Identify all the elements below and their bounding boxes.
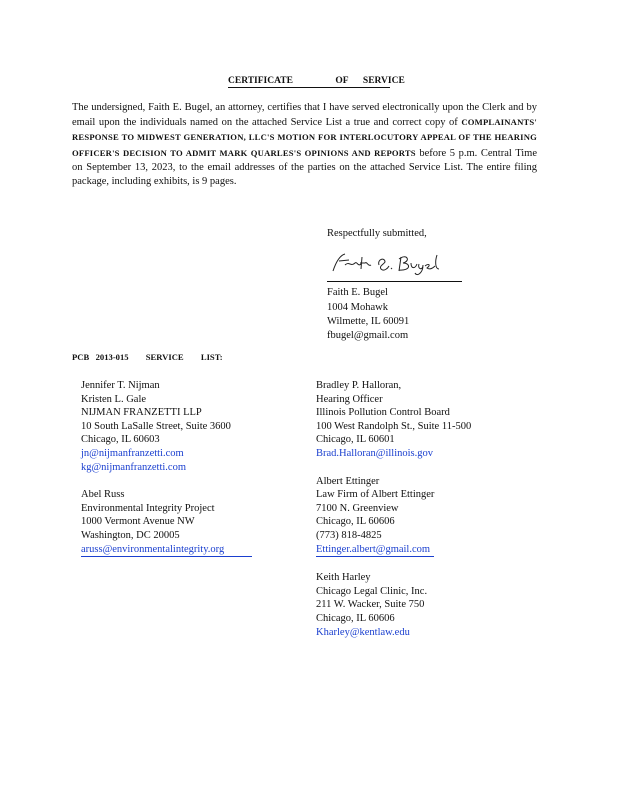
service-list-heading: PCB 2013-015 SERVICE LIST: <box>72 352 223 362</box>
service-entry-ettinger <box>316 475 546 558</box>
entry-line: Chicago Legal Clinic, Inc. <box>316 585 428 597</box>
service-entry-russ <box>81 488 296 557</box>
certification-intro: The undersigned, Faith E. Bugel, an attorney, certifies that I have served electronically upon the Clerk and by email upon the individuals named on the attached Service List a true and correct copy of <box>72 102 537 129</box>
certification-outro: before 5 p.m. Central Time on September 13, 2023, to the email addresses of the parties on the attached Service List. The entire filing package, including exhibits, is 9 pages. <box>72 147 537 188</box>
entry-line: Chicago, IL 60603 <box>81 434 160 446</box>
signature-line <box>327 245 462 282</box>
signer-name: Faith E. Bugel <box>327 287 388 299</box>
email-link[interactable]: aruss@environmentalintegrity.org <box>81 543 252 558</box>
service-entry-halloran <box>316 379 546 461</box>
service-entry-nijman <box>81 379 296 474</box>
entry-line: Environmental Integrity Project <box>81 502 215 514</box>
email-link[interactable]: kg@nijmanfranzetti.com <box>81 461 187 473</box>
entry-line: Washington, DC 20005 <box>81 529 180 541</box>
service-list-left-column <box>81 379 296 571</box>
entry-line: Chicago, IL 60606 <box>316 612 395 624</box>
title-word-service: SERVICE <box>362 76 405 86</box>
signer-address-line1: 1004 Mohawk <box>327 301 388 313</box>
entry-line: Law Firm of Albert Ettinger <box>316 489 435 501</box>
motion-title: COMPLAINANTS' RESPONSE TO MIDWEST GENERATION, LLC'S MOTION FOR INTERLOCUTORY APPEAL OF THE HEARING OFFICER'S DECISION TO ADMIT MARK QUARLES'S OPINIONS AND REPORTS <box>72 117 537 158</box>
entry-line: (773) 818-4825 <box>316 529 382 541</box>
entry-line: Illinois Pollution Control Board <box>316 407 450 419</box>
entry-line: 1000 Vermont Avenue NW <box>81 516 195 528</box>
entry-line: 7100 N. Greenview <box>316 502 399 514</box>
signer-address-line2: Wilmette, IL 60091 <box>327 315 410 327</box>
service-entry-harley <box>316 571 546 639</box>
document-title <box>228 76 405 88</box>
entry-line: NIJMAN FRANZETTI LLP <box>81 407 202 419</box>
email-link[interactable]: Brad.Halloran@illinois.gov <box>316 447 433 459</box>
entry-line: 10 South LaSalle Street, Suite 3600 <box>81 420 231 432</box>
handwritten-signature <box>331 251 446 277</box>
entry-line: Keith Harley <box>316 572 371 584</box>
entry-line: Chicago, IL 60606 <box>316 516 395 528</box>
email-link[interactable]: jn@nijmanfranzetti.com <box>81 447 184 459</box>
entry-line: Kristen L. Gale <box>81 393 147 405</box>
entry-line: Jennifer T. Nijman <box>81 380 160 391</box>
entry-line: Bradley P. Halloran, <box>316 380 402 391</box>
service-list-right-column <box>316 379 546 653</box>
email-link[interactable]: Kharley@kentlaw.edu <box>316 626 410 638</box>
title-word-certificate: CERTIFICATE <box>228 76 293 86</box>
signature-block <box>327 227 507 343</box>
entry-line: Albert Ettinger <box>316 475 380 487</box>
entry-line: Abel Russ <box>81 489 125 501</box>
entry-line: Chicago, IL 60601 <box>316 434 395 446</box>
certification-paragraph <box>72 101 537 189</box>
title-word-of: OF <box>335 76 349 86</box>
signer-email: fbugel@gmail.com <box>327 330 409 342</box>
email-link[interactable]: Ettinger.albert@gmail.com <box>316 543 434 558</box>
closing-text: Respectfully submitted, <box>327 228 427 239</box>
entry-line: 100 West Randolph St., Suite 11-500 <box>316 420 472 432</box>
entry-line: Hearing Officer <box>316 393 383 405</box>
entry-line: 211 W. Wacker, Suite 750 <box>316 599 425 611</box>
